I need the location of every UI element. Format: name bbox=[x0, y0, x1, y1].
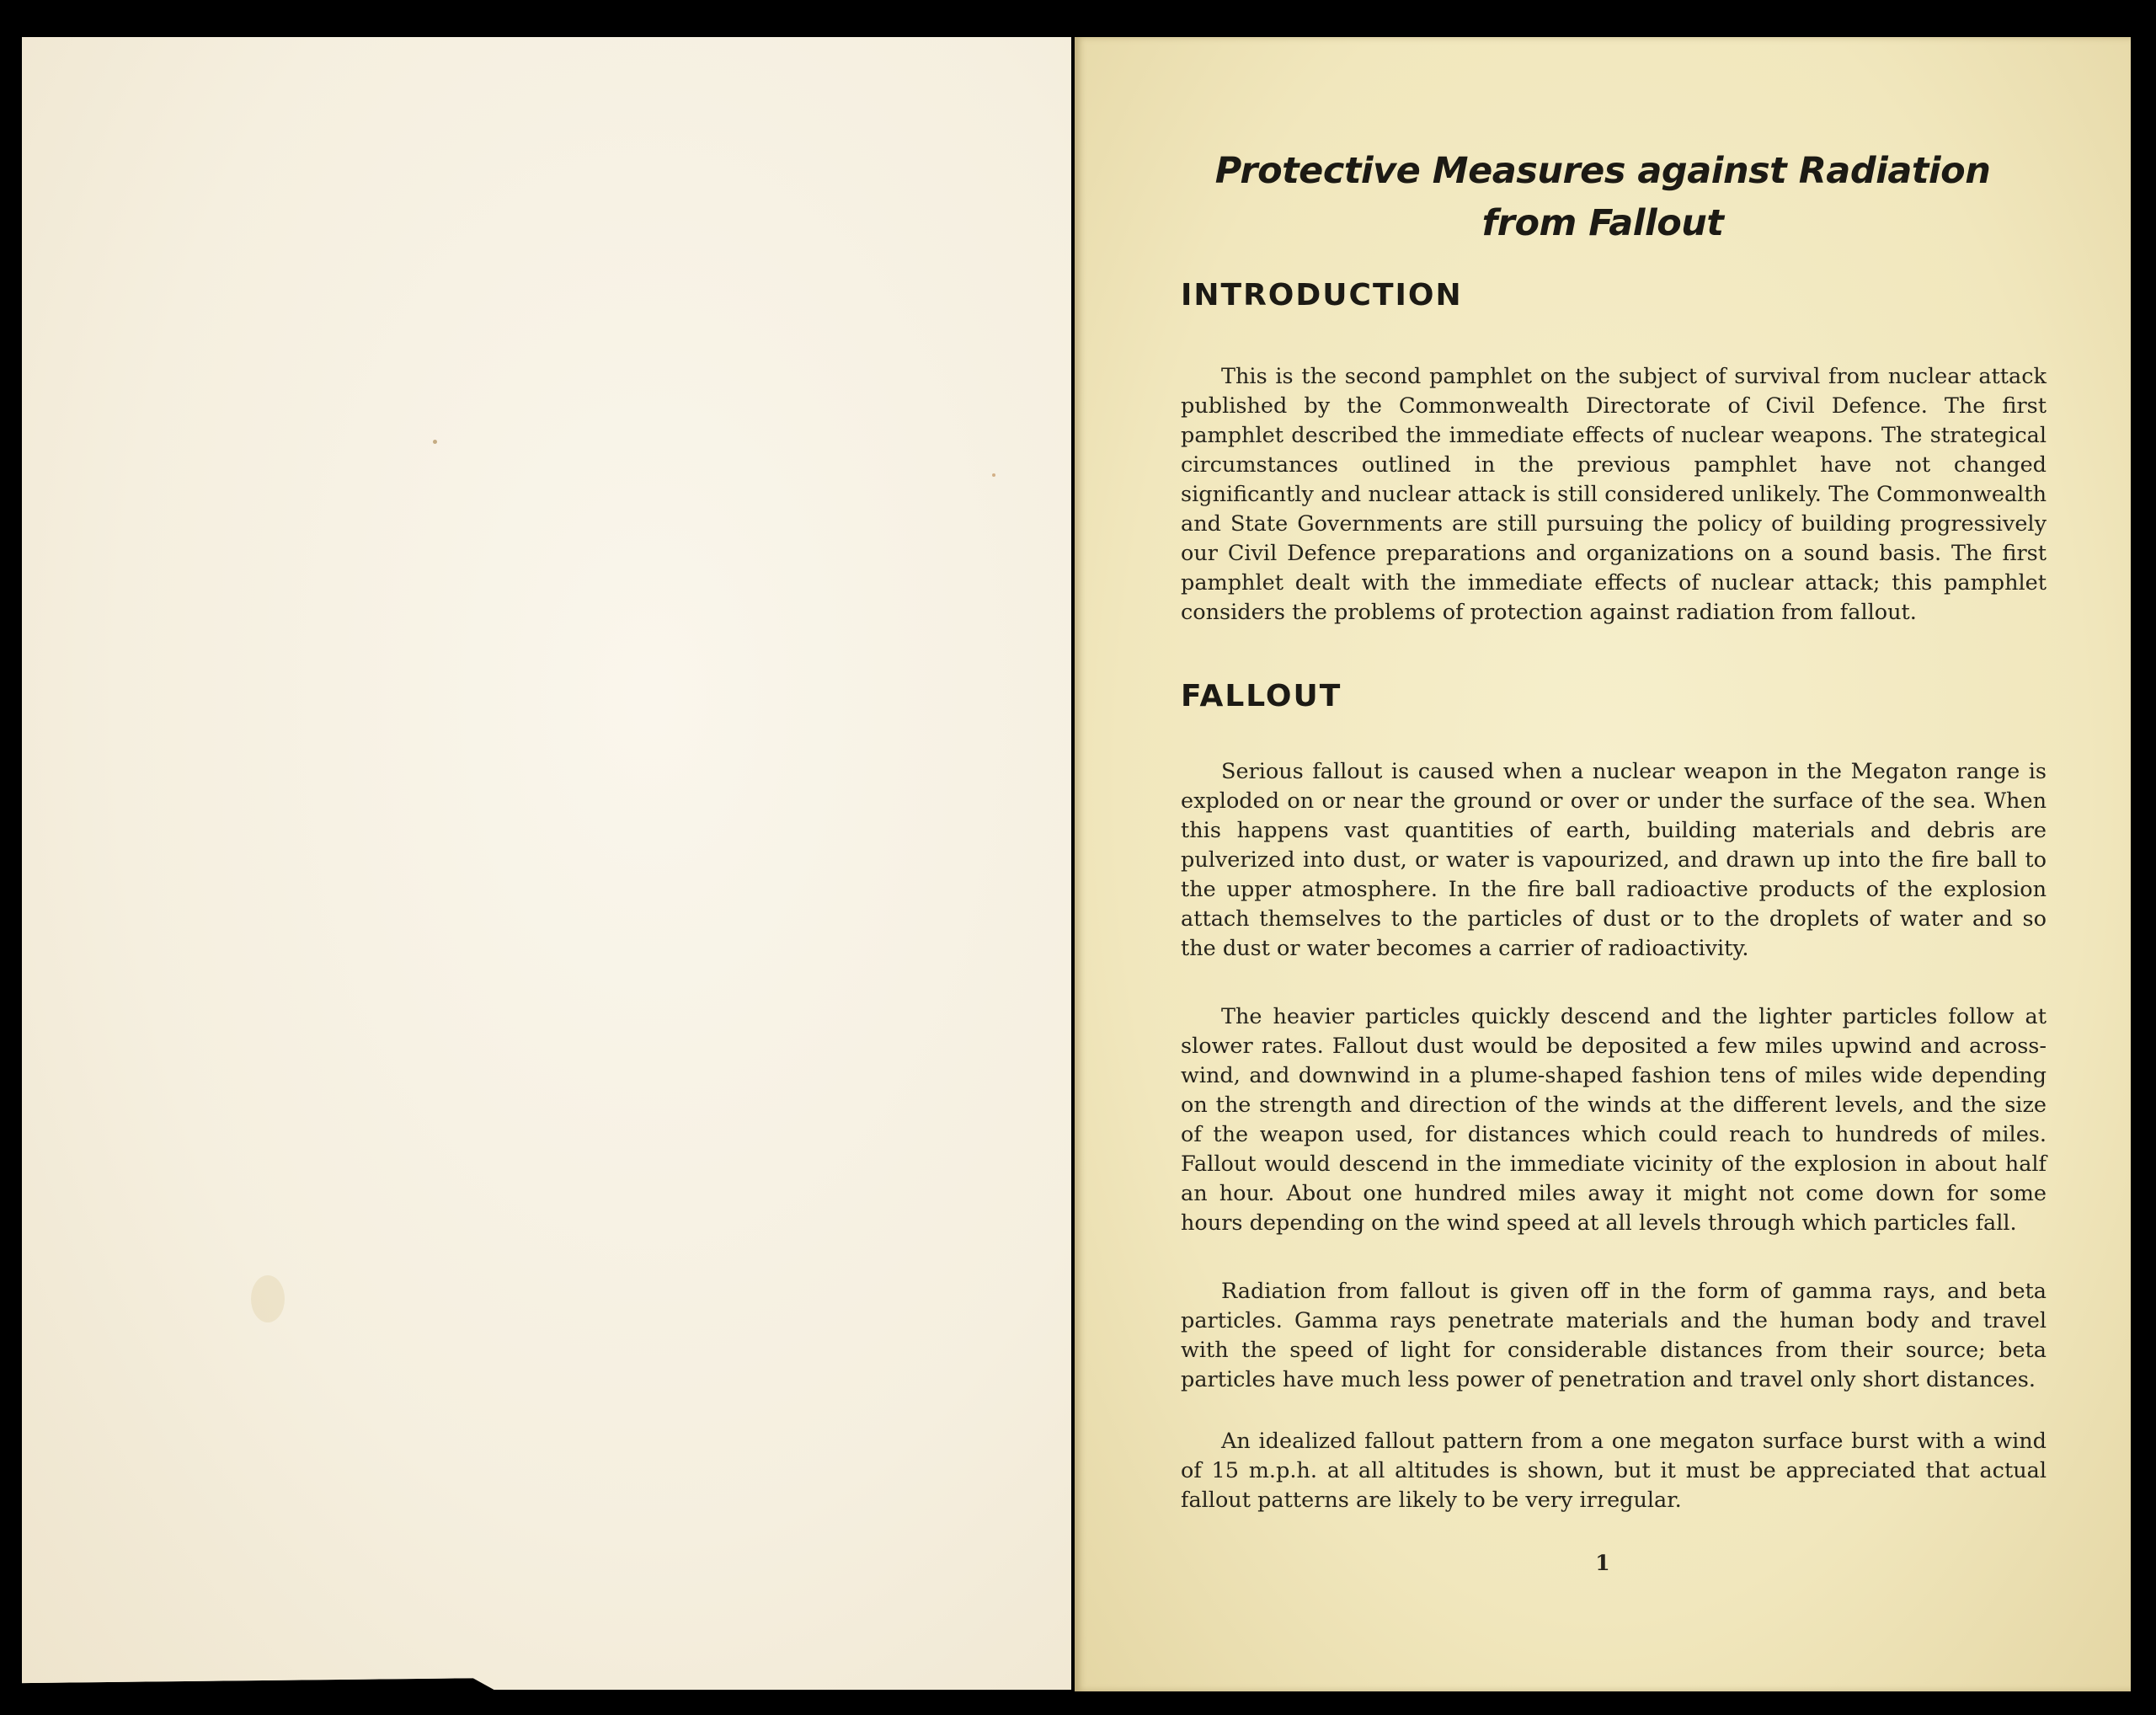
paper-stain bbox=[251, 1275, 285, 1322]
right-page bbox=[1075, 37, 2131, 1691]
fallout-paragraph-1: Serious fallout is caused when a nuclear weapon in the Megaton range is exploded on or near the ground or over or under the surface of the sea. When this happens vast quantities of earth, building materials and debris are pulverized into dust, or water is vapourized, and drawn up into the fire ball to the upper atmosphere. In the fire ball radioactive products of the explosion attach themselves to the particles of dust or to the droplets of water and so the dust or water becomes a carrier of radioactivity. bbox=[1181, 759, 2047, 961]
left-page-blank bbox=[22, 37, 1071, 1690]
title-line-2: from Fallout bbox=[1481, 202, 1724, 244]
section-heading-fallout: FALLOUT bbox=[1181, 679, 1342, 713]
fallout-paragraph-3: Radiation from fallout is given off in the form of gamma rays, and beta particles. Gamma rays penetrate materials and the human body and travel with the speed of light for considerable distances from their source; beta particles have much less power of penetration and travel only short distances. bbox=[1181, 1279, 2047, 1392]
fallout-paragraph-2: The heavier particles quickly descend and the lighter particles follow at slower rates. Fallout dust would be deposited a few miles upwind and across-wind, and downwind in a plume-shaped fashion tens of miles wide depending on the strength and direction of the winds at the different levels, and the size of the weapon used, for distances which could reach to hundreds of miles. Fallout would descend in the immediate vicinity of the explosion in about half an hour. About one hundred miles away it might not come down for some hours depending on the wind speed at all levels through which particles fall. bbox=[1181, 1004, 2047, 1236]
fallout-paragraph-4: An idealized fallout pattern from a one megaton surface burst with a wind of 15 m.p.h. at all altitudes is shown, but it must be appreciated that actual fallout patterns are likely to be very irregular. bbox=[1181, 1429, 2047, 1513]
paper-speck bbox=[433, 440, 437, 444]
title-line-1: Protective Measures against Radiation bbox=[1214, 150, 1991, 192]
page-number: 1 bbox=[1595, 1551, 1610, 1575]
page-title bbox=[1075, 145, 2131, 249]
section-heading-introduction: INTRODUCTION bbox=[1181, 278, 1463, 313]
introduction-paragraph: This is the second pamphlet on the subject of survival from nuclear attack published by the Commonwealth Directorate of Civil Defence. The first pamphlet described the immediate effects of nuclear weapons. The strategical circumstances outlined in the previous pamphlet have not changed significantly and nuclear attack is still considered unlikely. The Commonwealth and State Governments are still pursuing the policy of building progressively our Civil Defence preparations and organizations on a sound basis. The first pamphlet dealt with the immediate effects of nuclear attack; this pamphlet considers the problems of protection against radiation from fallout. bbox=[1181, 364, 2047, 625]
paper-speck bbox=[992, 473, 995, 477]
